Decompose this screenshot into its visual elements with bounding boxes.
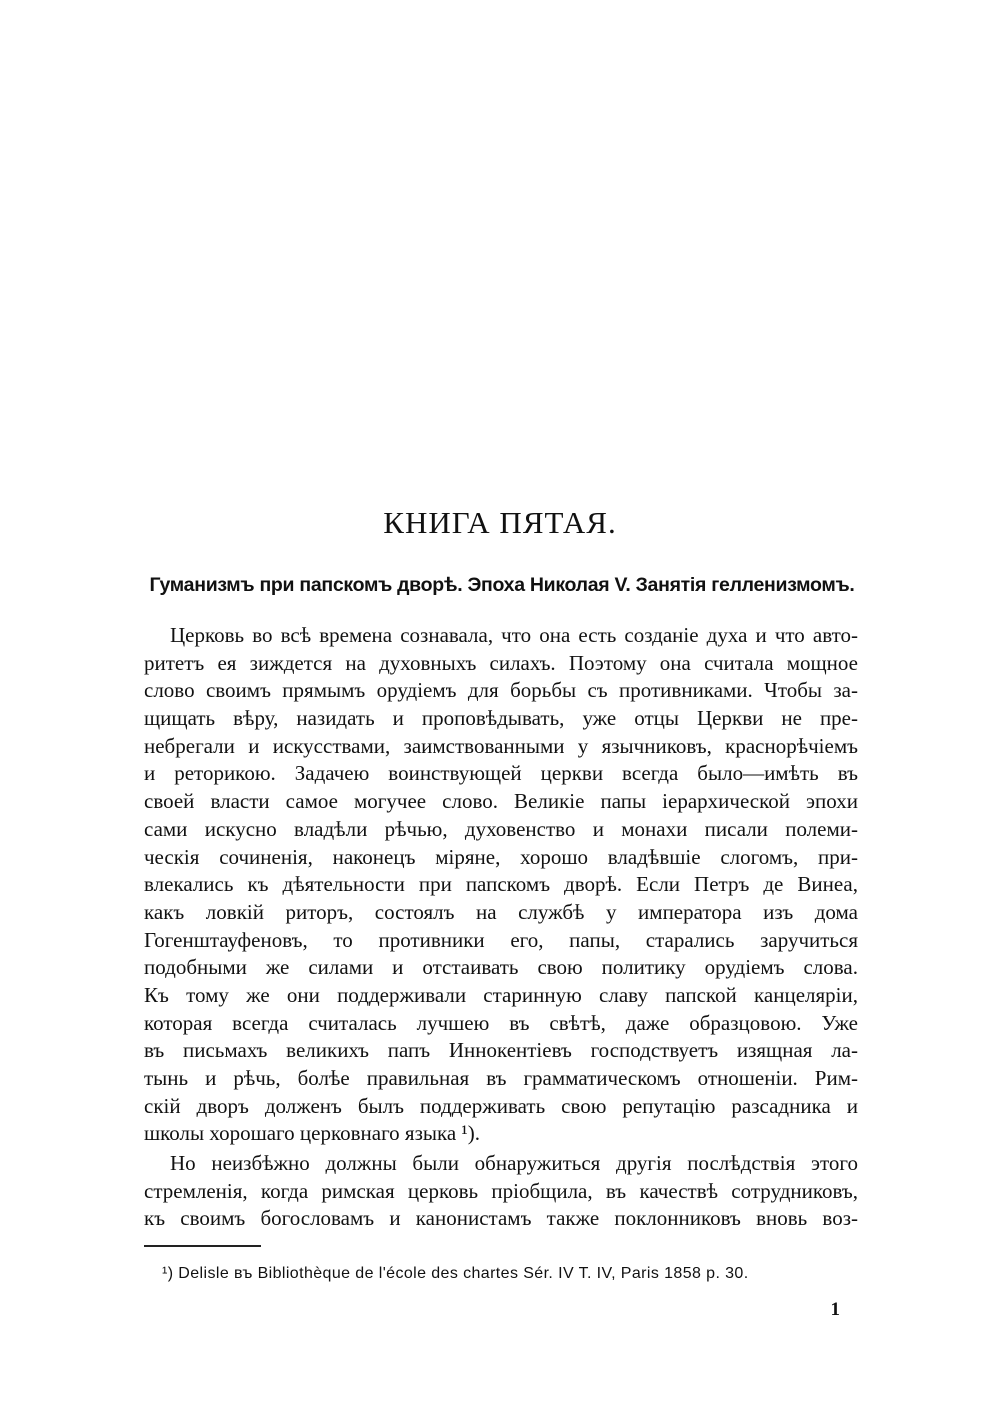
text-line: слово своимъ прямымъ орудіемъ для борьбы съ противниками. Чтобы за- [144, 678, 858, 703]
text-line: влекались къ дѣятельности при папскомъ дворѣ. Если Петръ де Винеа, [144, 872, 858, 897]
text-line: щищать вѣру, назидать и проповѣдывать, уже отцы Церкви не пре- [144, 706, 858, 731]
text-line: сами искусно владѣли рѣчью, духовенство и монахи писали полеми- [144, 816, 858, 841]
chapter-title: Гуманизмъ при папскомъ дворѣ. Эпоха Николая V. Занятія гелленизмомъ. [149, 574, 855, 596]
text-line: Церковь во всѣ времена сознавала, что она есть созданіе духа и что авто- [170, 623, 858, 647]
footnote: ¹) Delisle въ Bibliothèque de l'école des chartes Sér. IV T. IV, Paris 1858 p. 30. [162, 1265, 749, 1282]
text-line: какъ ловкій риторъ, состоялъ на службѣ у императора изъ дома [144, 899, 858, 924]
text-line: ритетъ ея зиждется на духовныхъ силахъ. Поэтому она считала мощное [144, 650, 858, 675]
text-line: въ письмахъ великихъ папъ Иннокентіевъ господствуетъ изящная ла- [144, 1038, 858, 1063]
text-line: и реторикою. Задачею воинствующей церкви всегда было—имѣть въ [144, 761, 858, 786]
paragraph-1 [144, 622, 858, 1148]
text-line: Но неизбѣжно должны были обнаружиться другія послѣдствія этого [170, 1151, 858, 1175]
text-line: Къ тому же они поддерживали старинную славу папской канцеляріи, [144, 982, 858, 1007]
text-line: подобными же силами и отстаивать свою политику орудіемъ слова. [144, 955, 858, 980]
text-line: школы хорошаго церковнаго языка ¹). [144, 1121, 480, 1146]
text-line: своей власти самое могучее слово. Великіе папы іерархической эпохи [144, 789, 858, 814]
text-line: небрегали и искусствами, заимствованными у язычниковъ, краснорѣчіемъ [144, 733, 858, 758]
text-line: тынь и рѣчь, болѣе правильная въ грамматическомъ отношеніи. Рим- [144, 1066, 858, 1090]
text-line: ческія сочиненія, наконецъ міряне, хорошо владѣвшіе слогомъ, при- [144, 844, 858, 869]
page-number: 1 [830, 1299, 840, 1320]
text-line: стремленія, когда римская церковь пріобщила, въ качествѣ сотрудниковъ, [144, 1178, 858, 1203]
book-title: КНИГА ПЯТАЯ. [383, 505, 617, 540]
footnote-divider [144, 1245, 261, 1247]
text-line: скій дворъ долженъ былъ поддерживать свою репутацію разсадника и [144, 1093, 858, 1118]
text-line: къ своимъ богословамъ и канонистамъ также поклонниковъ вновь воз- [144, 1206, 858, 1231]
text-line: которая всегда считалась лучшею въ свѣтѣ, даже образцовою. Уже [144, 1010, 858, 1035]
paragraph-2 [144, 1150, 858, 1233]
text-line: Гогенштауфеновъ, то противники его, папы, старались заручиться [144, 927, 858, 952]
